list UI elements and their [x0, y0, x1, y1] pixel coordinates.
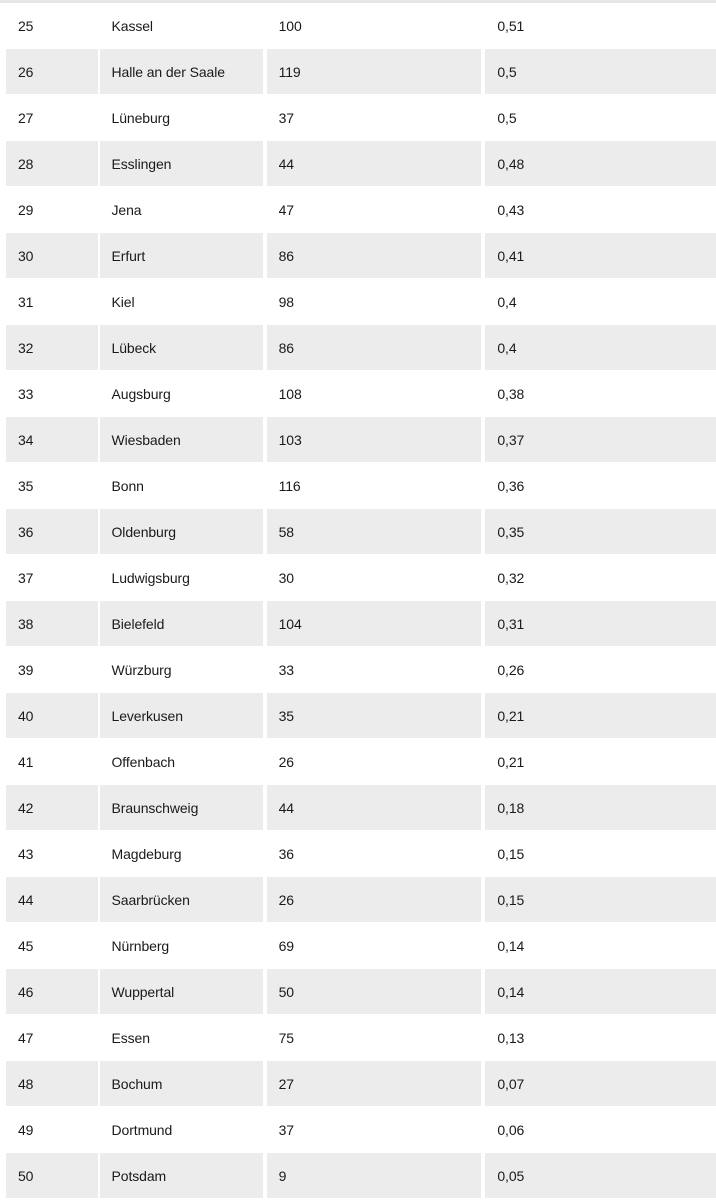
- rank-cell: 36: [6, 509, 98, 554]
- rank-cell: 39: [18, 661, 34, 678]
- table-row: [0, 49, 716, 95]
- city-cell: Wiesbaden: [100, 417, 263, 462]
- value-cell: 0,31: [485, 601, 716, 646]
- city-cell: Jena: [111, 201, 142, 218]
- count-cell: 69: [278, 937, 294, 954]
- city-cell: Leverkusen: [100, 693, 263, 738]
- count-cell: 37: [278, 1121, 294, 1138]
- city-cell: Essen: [111, 1029, 150, 1046]
- count-cell: 108: [278, 385, 302, 402]
- city-cell: Halle an der Saale: [100, 49, 263, 94]
- rank-cell: 27: [18, 109, 34, 126]
- value-cell: 0,38: [497, 385, 525, 402]
- table-row: [0, 187, 716, 233]
- value-cell: 0,05: [485, 1153, 716, 1198]
- rank-cell: 47: [18, 1029, 34, 1046]
- count-cell: 44: [267, 141, 482, 186]
- table-row: [0, 923, 716, 969]
- city-cell: Erfurt: [100, 233, 263, 278]
- city-cell: Offenbach: [111, 753, 175, 770]
- value-cell: 0,21: [485, 693, 716, 738]
- city-cell: Kiel: [111, 293, 135, 310]
- table-row: [0, 693, 716, 739]
- value-cell: 0,32: [497, 569, 525, 586]
- table-row: [0, 417, 716, 463]
- rank-cell: 48: [6, 1061, 98, 1106]
- value-cell: 0,18: [485, 785, 716, 830]
- value-cell: 0,15: [497, 845, 525, 862]
- count-cell: 47: [278, 201, 294, 218]
- count-cell: 116: [278, 477, 301, 494]
- count-cell: 50: [267, 969, 482, 1014]
- rank-cell: 26: [6, 49, 98, 94]
- table-row: [0, 233, 716, 279]
- rank-cell: 46: [6, 969, 98, 1014]
- table-row: [0, 739, 716, 785]
- city-cell: Lüneburg: [111, 109, 170, 126]
- rank-cell: 25: [18, 17, 34, 34]
- table-row: [0, 141, 716, 187]
- value-cell: 0,14: [485, 969, 716, 1014]
- value-cell: 0,36: [497, 477, 525, 494]
- table-row: [0, 1015, 716, 1061]
- count-cell: 104: [267, 601, 482, 646]
- value-cell: 0,41: [485, 233, 716, 278]
- rank-cell: 43: [18, 845, 34, 862]
- rank-cell: 49: [18, 1121, 34, 1138]
- rank-cell: 28: [6, 141, 98, 186]
- value-cell: 0,51: [497, 17, 525, 34]
- count-cell: 44: [267, 785, 482, 830]
- count-cell: 9: [267, 1153, 482, 1198]
- city-cell: Esslingen: [100, 141, 263, 186]
- value-cell: 0,13: [497, 1029, 525, 1046]
- city-cell: Magdeburg: [111, 845, 182, 862]
- value-cell: 0,15: [485, 877, 716, 922]
- value-cell: 0,48: [485, 141, 716, 186]
- value-cell: 0,14: [497, 937, 525, 954]
- table-row: [0, 463, 716, 509]
- count-cell: 86: [267, 325, 482, 370]
- value-cell: 0,4: [485, 325, 716, 370]
- count-cell: 86: [267, 233, 482, 278]
- table-row: [0, 555, 716, 601]
- rank-cell: 42: [6, 785, 98, 830]
- table-row: [0, 831, 716, 877]
- city-cell: Saarbrücken: [100, 877, 263, 922]
- table-row: [0, 509, 716, 555]
- value-cell: 0,06: [497, 1121, 525, 1138]
- count-cell: 33: [278, 661, 294, 678]
- rank-cell: 33: [18, 385, 34, 402]
- city-cell: Dortmund: [111, 1121, 173, 1138]
- rank-cell: 45: [18, 937, 34, 954]
- rank-cell: 41: [18, 753, 34, 770]
- count-cell: 100: [278, 17, 302, 34]
- value-cell: 0,37: [485, 417, 716, 462]
- city-cell: Wuppertal: [100, 969, 263, 1014]
- table-row: [0, 969, 716, 1015]
- rank-cell: 44: [6, 877, 98, 922]
- table-row: [0, 95, 716, 141]
- rank-cell: 37: [18, 569, 34, 586]
- table-row: [0, 371, 716, 417]
- count-cell: 98: [278, 293, 294, 310]
- count-cell: 35: [267, 693, 482, 738]
- count-cell: 75: [278, 1029, 294, 1046]
- table-row: [0, 0, 716, 49]
- city-cell: Augsburg: [111, 385, 171, 402]
- city-cell: Bonn: [111, 477, 144, 494]
- value-cell: 0,26: [497, 661, 525, 678]
- city-cell: Kassel: [111, 17, 153, 34]
- rank-cell: 35: [18, 477, 34, 494]
- table-row: [0, 325, 716, 371]
- rank-cell: 38: [6, 601, 98, 646]
- count-cell: 26: [267, 877, 482, 922]
- table-row: [0, 647, 716, 693]
- rank-cell: 30: [6, 233, 98, 278]
- city-cell: Oldenburg: [100, 509, 263, 554]
- value-cell: 0,5: [497, 109, 517, 126]
- city-cell: Ludwigsburg: [111, 569, 190, 586]
- count-cell: 103: [267, 417, 482, 462]
- value-cell: 0,21: [497, 753, 525, 770]
- rank-cell: 29: [18, 201, 34, 218]
- table-row: [0, 1061, 716, 1107]
- rank-cell: 32: [6, 325, 98, 370]
- rank-cell: 50: [6, 1153, 98, 1198]
- count-cell: 58: [267, 509, 482, 554]
- value-cell: 0,35: [485, 509, 716, 554]
- value-cell: 0,07: [485, 1061, 716, 1106]
- city-cell: Würzburg: [111, 661, 172, 678]
- city-cell: Potsdam: [100, 1153, 263, 1198]
- city-cell: Braunschweig: [100, 785, 263, 830]
- count-cell: 26: [278, 753, 294, 770]
- city-cell: Bochum: [100, 1061, 263, 1106]
- table-row: [0, 877, 716, 923]
- rank-cell: 40: [6, 693, 98, 738]
- table-row: [0, 279, 716, 325]
- count-cell: 36: [278, 845, 294, 862]
- city-cell: Nürnberg: [111, 937, 170, 954]
- table-row: [0, 1153, 716, 1199]
- count-cell: 30: [278, 569, 294, 586]
- value-cell: 0,5: [485, 49, 716, 94]
- table-row: [0, 1107, 716, 1153]
- city-cell: Bielefeld: [100, 601, 263, 646]
- value-cell: 0,4: [497, 293, 517, 310]
- count-cell: 119: [267, 49, 482, 94]
- table-row: [0, 601, 716, 647]
- city-cell: Lübeck: [100, 325, 263, 370]
- count-cell: 37: [278, 109, 294, 126]
- value-cell: 0,43: [497, 201, 525, 218]
- table-row: [0, 785, 716, 831]
- count-cell: 27: [267, 1061, 482, 1106]
- rank-cell: 34: [6, 417, 98, 462]
- rank-cell: 31: [18, 293, 34, 310]
